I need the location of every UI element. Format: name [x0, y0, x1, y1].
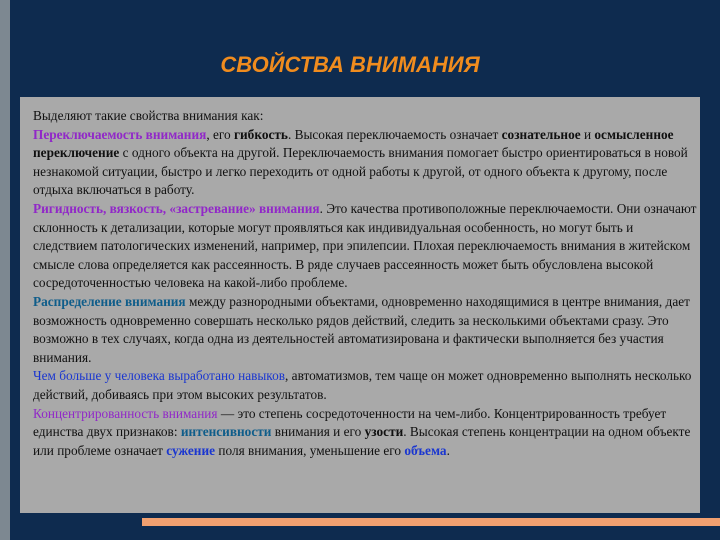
bottom-accent-bar	[142, 518, 720, 526]
text-fragment: внимания и его	[271, 424, 365, 440]
text-fragment: с одного объекта на другой. Переключаемость внимания помогает быстро ориентироваться в новой незнакомой ситуации, быстро и легко переходить от одной работы к другой, от одного объекта к другому, после отдыха включаться в работу.	[33, 145, 688, 198]
term-distribution: Распределение внимания	[33, 293, 186, 309]
term-volume: объема	[404, 442, 447, 458]
text-fragment: , автоматизмов, тем чаще он может одновременно выполнять несколько действий, добиваясь при этом высоких результатов.	[33, 368, 692, 402]
text-fragment: , его	[206, 126, 234, 142]
text-fragment: .	[446, 442, 450, 458]
term-concentration: Концентрированность внимания	[33, 405, 218, 421]
switching-paragraph	[33, 126, 699, 200]
rigidity-paragraph	[33, 200, 699, 293]
slide-title: СВОЙСТВА ВНИМАНИЯ	[220, 52, 480, 77]
term-narrowing: сужение	[166, 442, 216, 458]
distribution-paragraph	[33, 293, 699, 367]
text-fragment: . Это качества противоположные переключаемости. Они означают склонность к детализации, которые могут проявляться как индивидуальная особенность, но могут быть и следствием патологических изменений, например, при эпилепсии. Плохая переключаемость внимания в житейском смысле слова определяется как рассеянность. В ряде случаев рассеянность может быть обусловлена высокой сосредоточенностью человека на какой-либо проблеме.	[33, 200, 697, 291]
intro-paragraph: Выделяют такие свойства внимания как:	[33, 108, 264, 123]
text-fragment: и	[580, 126, 595, 142]
term-skills: Чем больше у человека выработано навыков	[33, 368, 286, 384]
text-fragment: — это степень сосредоточенности на чем-либо. Концентрированность требует единства двух признаков:	[33, 405, 667, 440]
concentration-paragraph	[33, 405, 699, 461]
bold-fragment: гибкость	[233, 126, 288, 142]
bold-fragment: узости	[364, 424, 404, 440]
content-panel	[20, 97, 700, 513]
text-fragment: поля внимания, уменьшение его	[215, 442, 405, 458]
term-intensity: интенсивности	[180, 424, 272, 440]
text-fragment: между разнородными объектами, одновременно находящимися в центре внимания, дает возможность одновременно совершать несколько рядов действий, следить за несколькими объектами сразу. Это возможно в тех случаях, когда одна из деятельностей автоматизирована и фактически выполняется без участия внимания.	[33, 293, 690, 365]
text-fragment: . Высокая переключаемость означает	[287, 126, 502, 142]
term-switching: Переключаемость внимания	[33, 126, 207, 142]
skills-paragraph	[33, 367, 699, 404]
body-text	[33, 107, 699, 460]
term-rigidity: Ригидность, вязкость, «застревание» внимания	[33, 200, 320, 216]
text-fragment: . Высокая степень концентрации на одном объекте или проблеме означает	[33, 424, 691, 458]
bold-fragment: осмысленное переключение	[33, 126, 674, 161]
left-accent-bar	[0, 0, 10, 540]
bold-fragment: сознательное	[501, 126, 581, 142]
